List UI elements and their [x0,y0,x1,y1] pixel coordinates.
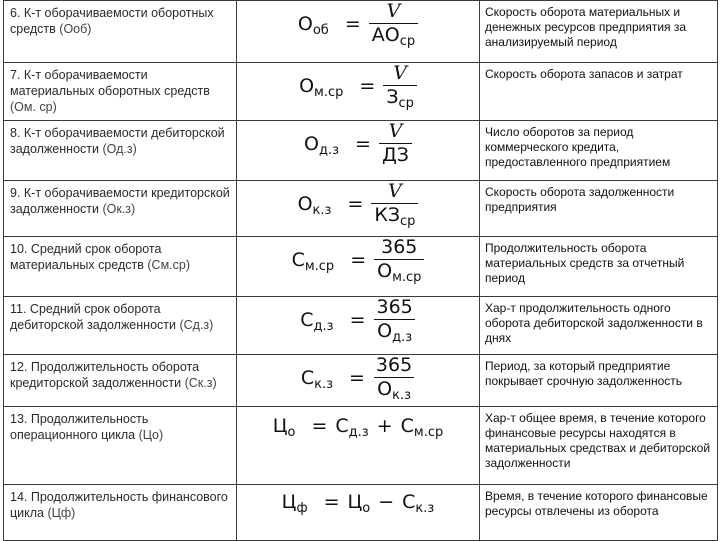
formula-cell [237,297,480,355]
formula-lhs: Ц [281,491,297,513]
fraction-numerator: V [388,180,402,202]
formula-lhs-subscript: д.з [318,142,340,158]
formula [237,180,479,229]
table-row [4,63,718,121]
description-cell [480,121,718,181]
formula [237,236,479,285]
description: Хар-т продолжительность одного оборота дебиторской задолженности в днях [485,301,703,345]
formula [237,296,479,345]
indicator-name-cell [4,407,237,485]
formula-lhs-subscript: м.ср [304,258,335,274]
formula [237,485,479,516]
fraction-numerator: 365 [381,236,418,258]
description: Период, за который предприятие покрывает срочную задолженность [485,359,683,388]
denominator-subscript: ср [399,34,416,49]
description-cell [480,1,718,63]
indicator-name: 10. Средний срок оборота материальных средств [10,242,162,272]
fraction-denominator: АО [371,24,400,46]
table-row [4,297,718,355]
formula-term: Ц [347,491,363,513]
formula [237,354,479,403]
denominator-subscript: м.ср [392,270,422,285]
fraction [373,354,415,403]
formula-lhs: О [299,74,315,97]
table-row [4,407,718,485]
indicator-name-cell [4,485,237,541]
indicator-name: 14. Продолжительность финансового цикла [10,490,228,520]
plus-sign: + [376,415,393,437]
formula-cell [237,63,480,121]
formula-lhs-subscript: о [287,425,296,440]
indicator-name: 13. Продолжительность операционного цикла [10,412,149,442]
formula-term-subscript: м.ср [413,425,444,440]
formula-term-subscript: д.з [348,425,369,440]
formula-lhs-subscript: об [312,22,329,38]
fraction [374,236,424,285]
formula [237,62,479,111]
formula-term: С [335,415,349,437]
formula-cell [237,181,480,237]
description-cell [480,237,718,297]
fraction [383,62,417,111]
fraction-denominator: З [386,86,399,108]
equals-sign: = [344,12,361,35]
equals-sign: = [323,491,340,513]
table-row [4,1,718,63]
formula-term-subscript: о [362,501,371,516]
formula-lhs-subscript: м.ср [314,84,344,100]
indicator-name: 9. К-т оборачиваемости кредиторской задолженности [10,186,230,216]
description: Число оборотов за период коммерческого кредита, предоставленного предприятием [485,125,671,169]
indicator-symbol: (Цо) [138,428,164,442]
formula-lhs: С [300,366,315,389]
indicator-name-cell [4,355,237,407]
description: Скорость оборота материальных и денежных ресурсов предприятия за анализируемый период [485,5,687,49]
fraction [369,0,418,49]
fraction [371,180,418,229]
formula-cell [237,237,480,297]
description: Хар-т общее время, в течение которого финансовые ресурсы находятся в материальных средствах и дебиторской задолженности [485,411,711,470]
formula [237,407,479,440]
fraction-denominator: ДЗ [381,144,409,166]
formulas-table [3,0,718,541]
formula-lhs: С [291,248,305,271]
equals-sign: = [359,74,376,97]
formula-lhs: С [300,308,314,331]
fraction-numerator: 365 [375,354,413,376]
indicator-name: 8. К-т оборачиваемости дебиторской задолженности [10,126,225,156]
formula [237,121,479,166]
fraction-numerator: V [386,0,401,22]
formula-cell [237,485,480,541]
indicator-symbol: (Ск.з) [184,376,217,390]
indicator-symbol: (Ооб) [59,22,92,36]
equals-sign: = [355,132,371,155]
description: Время, в течение которого финансовые ресурсы отвлечены из оборота [485,489,708,518]
indicator-symbol: (Цф) [47,506,76,520]
denominator-subscript: д.з [392,330,413,345]
indicator-name-cell [4,1,237,63]
table-row [4,237,718,297]
indicator-symbol: (Ом. ср) [10,100,57,114]
description: Продолжительность оборота материальных средств за отчетный период [485,241,685,285]
formula-cell [237,407,480,485]
minus-sign: − [378,491,395,513]
denominator-subscript: к.з [392,388,411,403]
formula-cell [237,1,480,63]
fraction [373,296,415,345]
indicator-name: 7. К-т оборачиваемости материальных оборотных средств [10,68,210,98]
description-cell [480,485,718,541]
formula-lhs-subscript: д.з [313,318,334,334]
fraction-numerator: 365 [376,296,413,318]
indicator-symbol: (Сд.з) [179,318,214,332]
indicator-name-cell [4,121,237,181]
fraction-denominator: О [377,260,393,282]
description-cell [480,297,718,355]
equals-sign: = [347,192,364,215]
indicator-name-cell [4,237,237,297]
description-cell [480,181,718,237]
formula-lhs-subscript: к.з [314,376,333,392]
table-row [4,485,718,541]
description: Скорость оборота задолженности предприятия [485,185,675,214]
indicator-name: 12. Продолжительность оборота кредиторской задолженности [10,360,200,390]
fraction-numerator: V [388,120,403,142]
description-cell [480,63,718,121]
table-row [4,181,718,237]
fraction-denominator: КЗ [374,204,401,226]
description-cell [480,355,718,407]
indicator-symbol: (Ок.з) [102,202,136,216]
description: Скорость оборота запасов и затрат [485,67,683,81]
indicator-name: 6. К-т оборачиваемости оборотных средств [10,6,214,36]
equals-sign: = [350,248,367,271]
formula-lhs: О [297,192,313,215]
formula-lhs: О [304,132,319,155]
table-row [4,121,718,181]
formula-cell [237,121,480,181]
equals-sign: = [349,308,366,331]
formula-lhs: Ц [272,415,288,437]
indicator-symbol: (См.ср) [147,258,191,272]
indicator-name-cell [4,297,237,355]
equals-sign: = [349,366,365,389]
indicator-name-cell [4,63,237,121]
denominator-subscript: ср [400,214,416,229]
formula-lhs: О [297,12,313,35]
equals-sign: = [311,415,328,437]
formula-term: С [400,415,414,437]
fraction-denominator: О [377,320,393,342]
table-row [4,355,718,407]
fraction [379,121,412,166]
formula [237,0,479,49]
indicator-name: 11. Средний срок оборота дебиторской задолженности [10,302,176,332]
formula-lhs-subscript: ф [296,501,308,516]
indicator-name-cell [4,181,237,237]
formula-term: С [402,491,416,513]
fraction-denominator: О [377,378,393,400]
denominator-subscript: ср [398,96,414,111]
description-cell [480,407,718,485]
formula-term-subscript: к.з [415,501,435,516]
formula-lhs-subscript: к.з [312,202,332,218]
formula-cell [237,355,480,407]
indicator-symbol: (Од.з) [102,142,137,156]
fraction-numerator: V [393,62,407,84]
